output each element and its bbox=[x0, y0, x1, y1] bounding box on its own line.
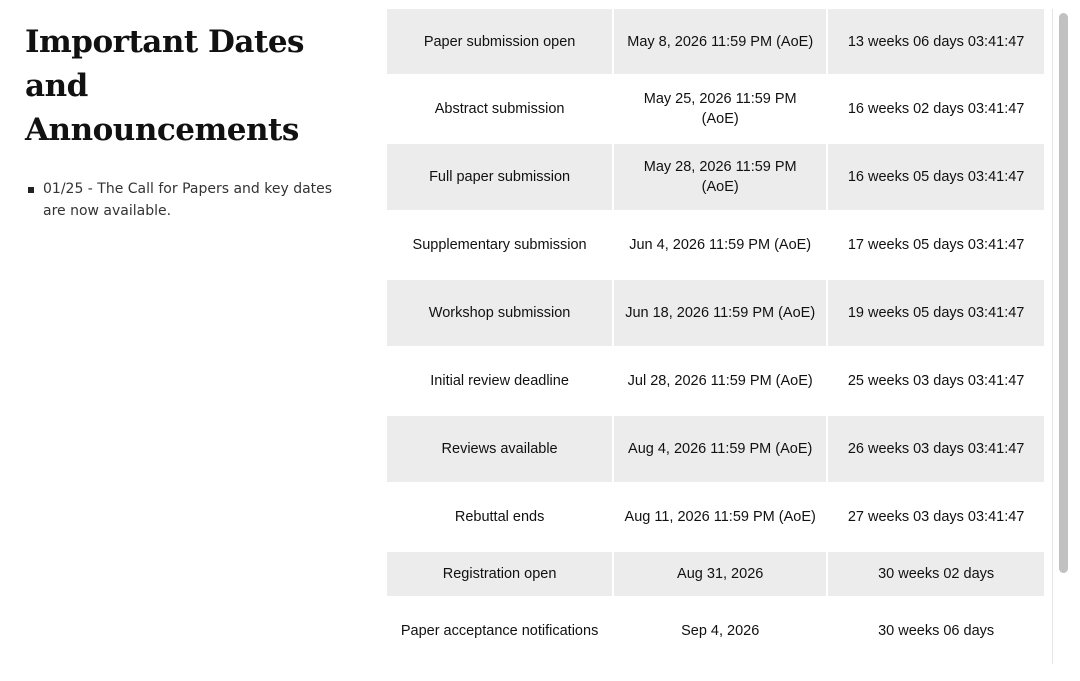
event-name: Initial review deadline bbox=[387, 348, 614, 416]
event-countdown: 16 weeks 02 days 03:41:47 bbox=[828, 76, 1044, 144]
table-row bbox=[387, 552, 1044, 598]
event-date: May 8, 2026 11:59 PM (AoE) bbox=[614, 9, 828, 76]
table-row bbox=[387, 348, 1044, 416]
table-row bbox=[387, 212, 1044, 280]
event-name: Registration open bbox=[387, 552, 614, 598]
page-title: Important Dates and Announcements bbox=[25, 24, 305, 148]
event-countdown: 16 weeks 05 days 03:41:47 bbox=[828, 144, 1044, 212]
scrollbar-thumb[interactable] bbox=[1059, 13, 1068, 573]
event-date: Aug 11, 2026 11:59 PM (AoE) bbox=[614, 484, 828, 552]
table-row bbox=[387, 144, 1044, 212]
event-date: Jul 28, 2026 11:59 PM (AoE) bbox=[614, 348, 828, 416]
event-name: Paper acceptance notifications bbox=[387, 598, 614, 664]
event-date: Jun 4, 2026 11:59 PM (AoE) bbox=[614, 212, 828, 280]
event-countdown: 17 weeks 05 days 03:41:47 bbox=[828, 212, 1044, 280]
event-name: Paper submission open bbox=[387, 9, 614, 76]
table-row bbox=[387, 9, 1044, 76]
announcements-panel bbox=[25, 20, 355, 222]
event-name: Full paper submission bbox=[387, 144, 614, 212]
event-name: Reviews available bbox=[387, 416, 614, 484]
event-countdown: 30 weeks 02 days bbox=[828, 552, 1044, 598]
event-countdown: 25 weeks 03 days 03:41:47 bbox=[828, 348, 1044, 416]
table-row bbox=[387, 484, 1044, 552]
event-date: May 28, 2026 11:59 PM (AoE) bbox=[614, 144, 828, 212]
event-name: Supplementary submission bbox=[387, 212, 614, 280]
table-row bbox=[387, 76, 1044, 144]
event-name: Workshop submission bbox=[387, 280, 614, 348]
table-row bbox=[387, 280, 1044, 348]
announcement-list bbox=[25, 178, 355, 222]
table-row bbox=[387, 416, 1044, 484]
event-countdown: 13 weeks 06 days 03:41:47 bbox=[828, 9, 1044, 76]
event-date: Sep 4, 2026 bbox=[614, 598, 828, 664]
announcement-item bbox=[25, 178, 355, 222]
announcement-text: 01/25 - The Call for Papers and key dates are now available. bbox=[43, 181, 333, 219]
important-dates-table-container[interactable] bbox=[387, 9, 1044, 664]
event-countdown: 26 weeks 03 days 03:41:47 bbox=[828, 416, 1044, 484]
event-date: Aug 4, 2026 11:59 PM (AoE) bbox=[614, 416, 828, 484]
event-countdown: 27 weeks 03 days 03:41:47 bbox=[828, 484, 1044, 552]
square-bullet-icon bbox=[28, 187, 34, 193]
event-countdown: 19 weeks 05 days 03:41:47 bbox=[828, 280, 1044, 348]
event-date: May 25, 2026 11:59 PM (AoE) bbox=[614, 76, 828, 144]
table-row bbox=[387, 598, 1044, 664]
event-name: Rebuttal ends bbox=[387, 484, 614, 552]
event-countdown: 30 weeks 06 days bbox=[828, 598, 1044, 664]
event-name: Abstract submission bbox=[387, 76, 614, 144]
event-date: Jun 18, 2026 11:59 PM (AoE) bbox=[614, 280, 828, 348]
vertical-scrollbar[interactable] bbox=[1052, 9, 1075, 664]
important-dates-table bbox=[387, 9, 1044, 664]
event-date: Aug 31, 2026 bbox=[614, 552, 828, 598]
